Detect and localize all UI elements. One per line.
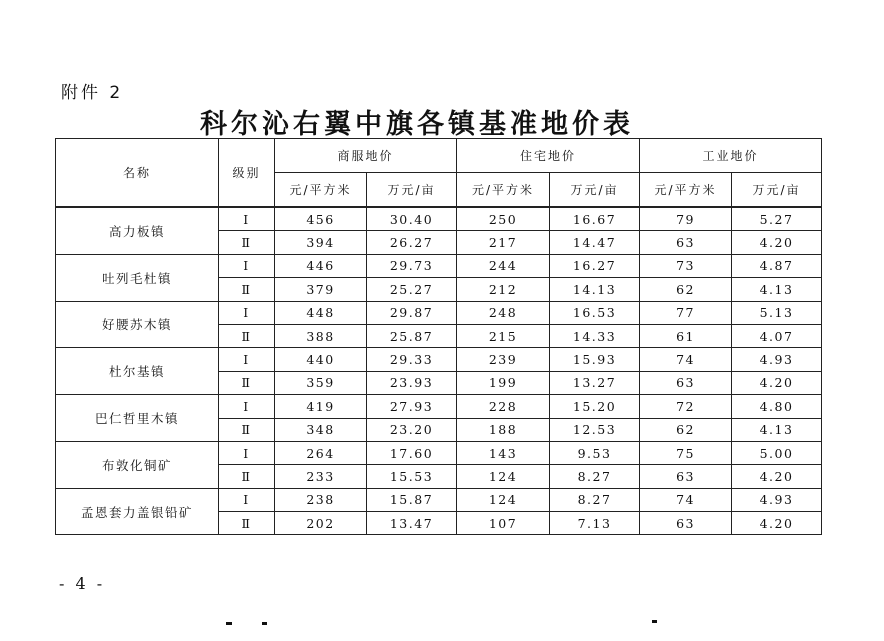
price-cell: 244 bbox=[457, 254, 550, 277]
price-cell: 212 bbox=[457, 278, 550, 301]
scan-mark bbox=[262, 622, 267, 625]
price-cell: 124 bbox=[457, 465, 550, 488]
header-residential: 住宅地价 bbox=[457, 139, 640, 173]
table-row bbox=[56, 488, 822, 511]
price-cell: 4.20 bbox=[732, 465, 822, 488]
grade-cell: Ⅰ bbox=[219, 254, 275, 277]
price-cell: 5.00 bbox=[732, 441, 822, 464]
town-name: 好腰苏木镇 bbox=[56, 301, 219, 348]
table-row bbox=[56, 301, 822, 324]
price-cell: 61 bbox=[640, 324, 732, 347]
grade-cell: Ⅰ bbox=[219, 348, 275, 371]
scan-mark bbox=[226, 622, 232, 625]
price-cell: 4.07 bbox=[732, 324, 822, 347]
price-cell: 394 bbox=[275, 231, 367, 254]
town-name: 布敦化铜矿 bbox=[56, 441, 219, 488]
price-cell: 23.20 bbox=[367, 418, 457, 441]
price-cell: 143 bbox=[457, 441, 550, 464]
table-row bbox=[56, 254, 822, 277]
table-body bbox=[56, 207, 822, 535]
price-cell: 15.20 bbox=[550, 395, 640, 418]
price-cell: 4.13 bbox=[732, 418, 822, 441]
price-cell: 62 bbox=[640, 278, 732, 301]
price-cell: 15.53 bbox=[367, 465, 457, 488]
price-cell: 16.27 bbox=[550, 254, 640, 277]
price-cell: 264 bbox=[275, 441, 367, 464]
table-row bbox=[56, 348, 822, 371]
grade-cell: Ⅱ bbox=[219, 324, 275, 347]
table-row bbox=[56, 441, 822, 464]
price-cell: 379 bbox=[275, 278, 367, 301]
price-cell: 63 bbox=[640, 465, 732, 488]
price-cell: 13.47 bbox=[367, 512, 457, 535]
scan-mark bbox=[652, 620, 657, 623]
price-cell: 77 bbox=[640, 301, 732, 324]
price-cell: 4.80 bbox=[732, 395, 822, 418]
price-cell: 75 bbox=[640, 441, 732, 464]
price-cell: 8.27 bbox=[550, 488, 640, 511]
price-cell: 202 bbox=[275, 512, 367, 535]
price-cell: 29.87 bbox=[367, 301, 457, 324]
table-row bbox=[56, 395, 822, 418]
price-cell: 14.47 bbox=[550, 231, 640, 254]
price-cell: 228 bbox=[457, 395, 550, 418]
price-cell: 4.93 bbox=[732, 488, 822, 511]
grade-cell: Ⅰ bbox=[219, 395, 275, 418]
town-name: 巴仁哲里木镇 bbox=[56, 395, 219, 442]
header-unit-sqm: 元/平方米 bbox=[457, 173, 550, 208]
price-cell: 72 bbox=[640, 395, 732, 418]
price-cell: 4.20 bbox=[732, 371, 822, 394]
price-cell: 199 bbox=[457, 371, 550, 394]
price-cell: 248 bbox=[457, 301, 550, 324]
price-cell: 62 bbox=[640, 418, 732, 441]
price-cell: 388 bbox=[275, 324, 367, 347]
price-cell: 124 bbox=[457, 488, 550, 511]
price-cell: 74 bbox=[640, 348, 732, 371]
header-grade: 级别 bbox=[219, 139, 275, 208]
grade-cell: Ⅰ bbox=[219, 207, 275, 231]
grade-cell: Ⅰ bbox=[219, 488, 275, 511]
price-cell: 107 bbox=[457, 512, 550, 535]
price-cell: 9.53 bbox=[550, 441, 640, 464]
price-cell: 5.27 bbox=[732, 207, 822, 231]
town-name: 杜尔基镇 bbox=[56, 348, 219, 395]
grade-cell: Ⅱ bbox=[219, 512, 275, 535]
header-unit-sqm: 元/平方米 bbox=[640, 173, 732, 208]
header-unit-mu: 万元/亩 bbox=[550, 173, 640, 208]
price-cell: 239 bbox=[457, 348, 550, 371]
price-cell: 14.33 bbox=[550, 324, 640, 347]
price-cell: 16.67 bbox=[550, 207, 640, 231]
price-cell: 17.60 bbox=[367, 441, 457, 464]
price-cell: 440 bbox=[275, 348, 367, 371]
price-cell: 238 bbox=[275, 488, 367, 511]
header-name: 名称 bbox=[56, 139, 219, 208]
price-cell: 79 bbox=[640, 207, 732, 231]
price-cell: 4.87 bbox=[732, 254, 822, 277]
land-price-table bbox=[55, 138, 822, 535]
price-cell: 15.93 bbox=[550, 348, 640, 371]
price-cell: 359 bbox=[275, 371, 367, 394]
price-cell: 15.87 bbox=[367, 488, 457, 511]
header-unit-sqm: 元/平方米 bbox=[275, 173, 367, 208]
price-cell: 63 bbox=[640, 512, 732, 535]
header-unit-mu: 万元/亩 bbox=[367, 173, 457, 208]
price-cell: 215 bbox=[457, 324, 550, 347]
price-cell: 29.33 bbox=[367, 348, 457, 371]
price-cell: 63 bbox=[640, 231, 732, 254]
header-unit-mu: 万元/亩 bbox=[732, 173, 822, 208]
price-cell: 456 bbox=[275, 207, 367, 231]
price-cell: 63 bbox=[640, 371, 732, 394]
price-cell: 4.13 bbox=[732, 278, 822, 301]
price-cell: 25.87 bbox=[367, 324, 457, 347]
price-cell: 23.93 bbox=[367, 371, 457, 394]
price-cell: 29.73 bbox=[367, 254, 457, 277]
price-cell: 348 bbox=[275, 418, 367, 441]
price-cell: 73 bbox=[640, 254, 732, 277]
price-cell: 4.93 bbox=[732, 348, 822, 371]
grade-cell: Ⅱ bbox=[219, 278, 275, 301]
header-industrial: 工业地价 bbox=[640, 139, 822, 173]
price-cell: 26.27 bbox=[367, 231, 457, 254]
price-cell: 30.40 bbox=[367, 207, 457, 231]
price-cell: 8.27 bbox=[550, 465, 640, 488]
price-cell: 446 bbox=[275, 254, 367, 277]
document-title: 科尔沁右翼中旗各镇基准地价表 bbox=[200, 109, 634, 140]
town-name: 高力板镇 bbox=[56, 207, 219, 254]
price-cell: 250 bbox=[457, 207, 550, 231]
price-cell: 5.13 bbox=[732, 301, 822, 324]
price-cell: 7.13 bbox=[550, 512, 640, 535]
table-row bbox=[56, 207, 822, 231]
price-cell: 4.20 bbox=[732, 231, 822, 254]
price-cell: 14.13 bbox=[550, 278, 640, 301]
town-name: 吐列毛杜镇 bbox=[56, 254, 219, 301]
price-cell: 13.27 bbox=[550, 371, 640, 394]
price-cell: 74 bbox=[640, 488, 732, 511]
price-cell: 188 bbox=[457, 418, 550, 441]
price-cell: 419 bbox=[275, 395, 367, 418]
price-cell: 217 bbox=[457, 231, 550, 254]
grade-cell: Ⅱ bbox=[219, 465, 275, 488]
page-number: - 4 - bbox=[59, 574, 106, 593]
price-cell: 25.27 bbox=[367, 278, 457, 301]
grade-cell: Ⅱ bbox=[219, 418, 275, 441]
price-cell: 27.93 bbox=[367, 395, 457, 418]
price-cell: 16.53 bbox=[550, 301, 640, 324]
grade-cell: Ⅰ bbox=[219, 301, 275, 324]
price-cell: 233 bbox=[275, 465, 367, 488]
grade-cell: Ⅱ bbox=[219, 231, 275, 254]
price-cell: 4.20 bbox=[732, 512, 822, 535]
grade-cell: Ⅱ bbox=[219, 371, 275, 394]
town-name: 孟恩套力盖银铅矿 bbox=[56, 488, 219, 535]
price-cell: 448 bbox=[275, 301, 367, 324]
price-cell: 12.53 bbox=[550, 418, 640, 441]
attachment-label: 附件 2 bbox=[61, 83, 124, 103]
grade-cell: Ⅰ bbox=[219, 441, 275, 464]
header-commercial: 商服地价 bbox=[275, 139, 457, 173]
